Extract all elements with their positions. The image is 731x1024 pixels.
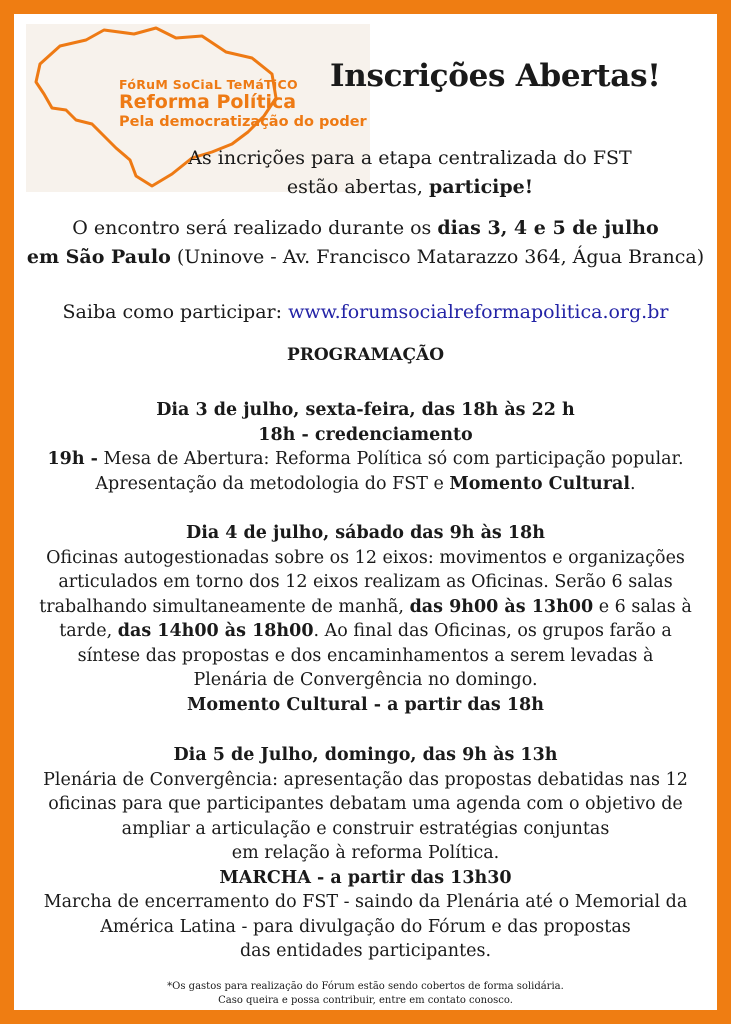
day3-line7: Marcha de encerramento do FST - saindo da Plenária até o Memorial da [43,892,688,912]
day1-opening-text: Mesa de Abertura: Reforma Política só com participação popular. [103,449,684,469]
footnote-line2: Caso queira e possa contribuir, entre em contato conosco. [218,995,513,1006]
day2-title: Dia 4 de julho, sábado das 9h às 18h [186,523,545,543]
intro-line1: As incrições para a etapa centralizada do FST [188,147,632,169]
day2-section [20,521,711,717]
event-city: em São Paulo [26,246,171,268]
day3-line3: oficinas para que participantes debatam uma agenda com o objetivo de [48,794,683,814]
day1-section [20,398,711,496]
day1-methodology-text: Apresentação da metodologia do FST e [95,473,444,494]
event-line2 [20,243,711,272]
participate-label: Saiba como participar: [62,301,283,323]
day3-title: Dia 5 de Julho, domingo, das 9h às 13h [173,745,558,765]
day3-line9: das entidades participantes. [239,941,492,961]
participate-info [20,298,711,327]
day1-opening [20,447,711,472]
day2-cultural: Momento Cultural - a partir das 18h [187,694,544,715]
day3-marcha: MARCHA - a partir das 13h30 [219,867,512,888]
event-line1 [20,214,711,243]
day2-line5-b: . Ao final das Oficinas, os grupos farão a [313,621,672,641]
footnote-line1: *Os gastos para realização do Fórum estão sendo cobertos de forma solidária. [167,981,564,992]
day2-line3: articulados em torno dos 12 eixos realizam as Oficinas. Serão 6 salas [58,572,673,592]
day2-afternoon-time: das 14h00 às 18h00 [117,621,314,641]
headline: Inscrições Abertas! [330,58,661,94]
event-dates: dias 3, 4 e 5 de julho [437,217,659,239]
intro-line2 [180,173,640,202]
day1-period: . [629,473,636,494]
day2-line5-a: tarde, [59,621,113,641]
intro-line2-text: estão abertas, [286,176,423,198]
day3-line2: Plenária de Convergência: apresentação das propostas debatidas nas 12 [43,769,688,790]
day2-line4 [20,595,711,620]
day3-line4: ampliar a articulação e construir estratégias conjuntas [121,818,610,839]
day2-line6: síntese das propostas e dos encaminhamentos a serem levadas à [77,645,654,666]
event-info [20,214,711,272]
day3-line5: em relação à reforma Política. [231,843,500,863]
day1-methodology [20,472,711,497]
day3-section [20,743,711,964]
intro-participe: participe! [428,176,534,198]
intro-text [180,144,640,202]
logo-theme: Reforma Política [119,91,297,114]
day1-credenciamento: 18h - credenciamento [258,424,473,445]
program-heading: PROGRAMAÇÃO [286,345,445,365]
day2-line2: Oficinas autogestionadas sobre os 12 eixos: movimentos e organizações [46,547,685,568]
day1-title: Dia 3 de julho, sexta-feira, das 18h às 22 h [156,400,575,420]
website-link[interactable]: www.forumsocialreformapolitica.org.br [288,301,669,323]
event-line1-text: O encontro será realizado durante os [72,217,432,239]
day2-line4-a: trabalhando simultaneamente de manhã, [39,596,404,617]
logo-forum-name: FóRuM SoCiaL TeMáTiCO [119,77,298,92]
footnote [20,980,711,1008]
day2-line4-b: e 6 salas à [598,596,692,617]
event-venue: (Uninove - Av. Francisco Matarazzo 364, Água Branca) [176,246,705,268]
day2-line7: Plenária de Convergência no domingo. [193,670,538,690]
day2-morning-time: das 9h00 às 13h00 [409,596,594,617]
logo-tagline: Pela democratização do poder [119,114,367,131]
day1-cultural: Momento Cultural [449,473,630,494]
day1-opening-time: 19h - [47,449,98,469]
day2-line5 [20,619,711,644]
day3-line8: América Latina - para divulgação do Fórum e das propostas [100,916,631,937]
